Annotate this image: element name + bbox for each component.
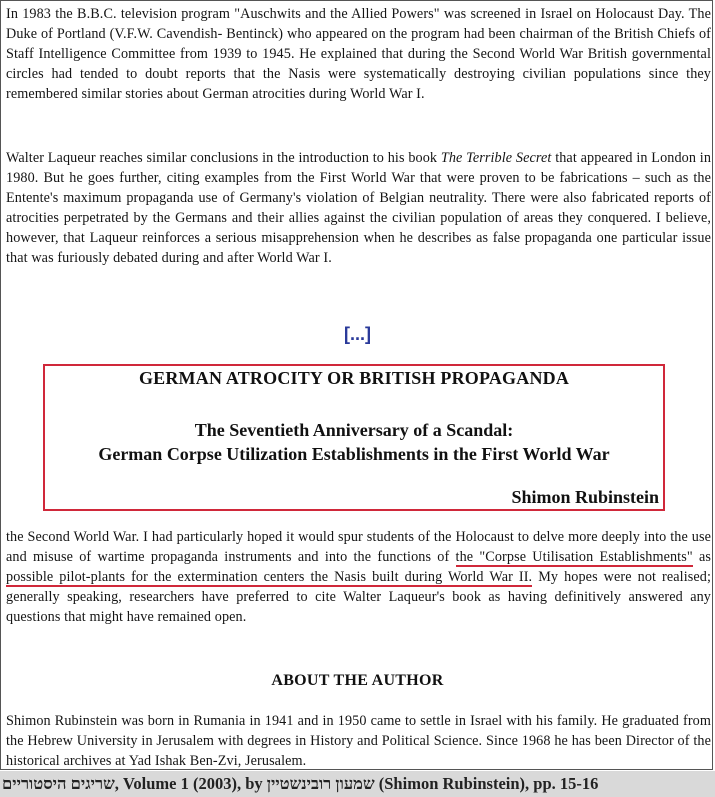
- paragraph-hopes-part1: the Second World War. I had particularly hoped it would spur students of the Holocaust to delve more deeply into the use and misuse of wartime propaganda instruments and into the functions of: [6, 529, 711, 565]
- highlighted-corpse-establishments: the "Corpse Utilisation Establishments": [455, 549, 693, 565]
- paragraph-hopes: [6, 527, 711, 627]
- article-title: GERMAN ATROCITY OR BRITISH PROPAGANDA: [138, 368, 570, 388]
- article-author: Shimon Rubinstein: [511, 487, 659, 507]
- source-caption: שריגים היסטוריים, Volume 1 (2003), by שמעון רובינשטיין (Shimon Rubinstein), pp. 15-16: [0, 771, 715, 797]
- paragraph-laqueur: [6, 148, 711, 268]
- paragraph-hopes-part3: My hopes were not realised; generally speaking, researchers have preferred to cite Walter Laqueur's book as having definitively answered any questions that might have remained open.: [6, 569, 711, 625]
- paragraph-broadcast: In 1983 the B.B.C. television program "Auschwits and the Allied Powers" was screened in Israel on Holocaust Day. The Duke of Portland (V.F.W. Cavendish- Bentinck) who appeared on the program had been chairman of the British Chiefs of Staff Intelligence Committee from 1939 to 1945. He explained that during the Second World War British governmental circles had tended to doubt reports that the Nasis were systematically destroying civilian populations since they remembered similar stories about German atrocities during World War I.: [6, 6, 711, 102]
- omission-marker: [...]: [344, 324, 371, 344]
- paragraph-hopes-part2: as: [692, 549, 711, 565]
- paragraph-laqueur-intro: Walter Laqueur reaches similar conclusions in the introduction to his book: [6, 150, 441, 166]
- about-author-heading: ABOUT THE AUTHOR: [271, 672, 444, 689]
- paragraph-laqueur-rest: that appeared in London in 1980. But he goes further, citing examples from the First World War that were proven to be fabrications – such as the Entente's maximum propaganda use of Germany's violation of Belgian neutrality. There were also fabricated reports of atrocities perpetrated by the Germans and their allies against the civilian population of areas they conquered. I believe, however, that Laqueur reinforces a serious misapprehension when he describes as false propaganda one particular issue that was furiously debated during and after World War I.: [6, 150, 712, 266]
- article-title-box: [43, 364, 665, 511]
- highlighted-pilot-plants: possible pilot-plants for the extermination centers the Nasis built during World War II.: [6, 569, 533, 585]
- article-subtitle-line2: German Corpse Utilization Establishments in the First World War: [98, 444, 610, 464]
- article-subtitle-line1: The Seventieth Anniversary of a Scandal:: [194, 420, 514, 440]
- paragraph-author-bio: Shimon Rubinstein was born in Rumania in 1941 and in 1950 came to settle in Israel with his family. He graduated from the Hebrew University in Jerusalem with degrees in History and Political Science. Since 1968 he has been Director of the historical archives at Yad Ishak Ben-Zvi, Jerusalem.: [6, 713, 711, 769]
- book-title: The Terrible Secret: [440, 150, 552, 166]
